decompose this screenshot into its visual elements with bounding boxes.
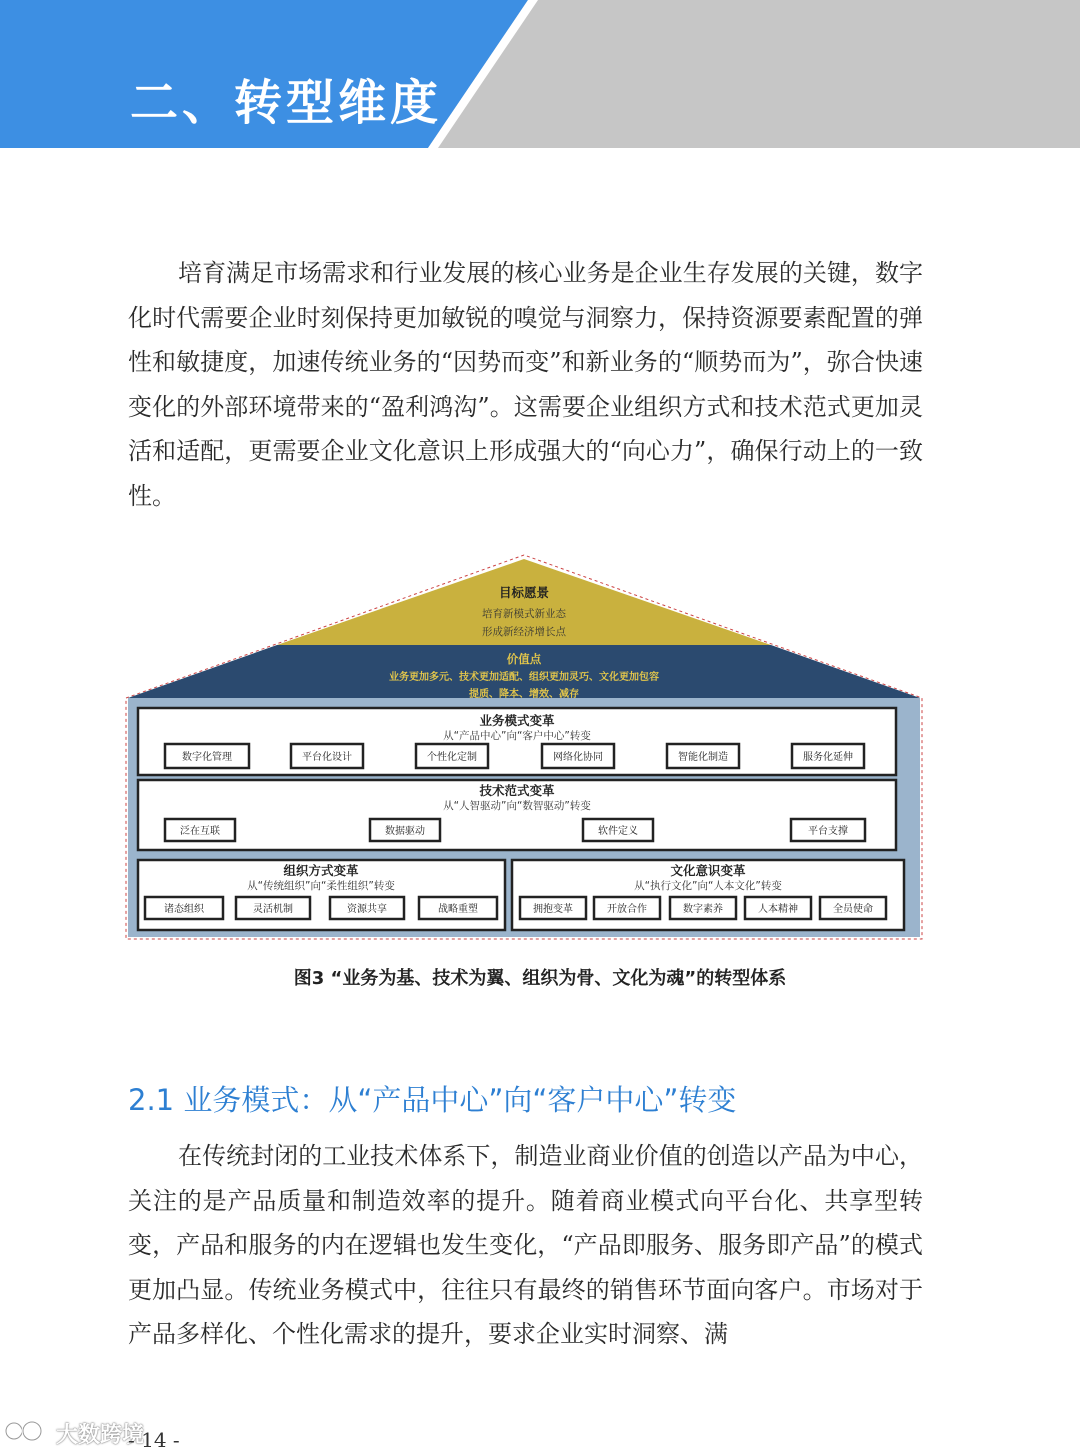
culture-item: 人本精神 <box>758 904 798 915</box>
value-line-1: 业务更加多元、技术更加适配、组织更加灵巧、文化更加包容 <box>389 672 659 683</box>
vision-line-1: 培育新模式新业态 <box>482 608 566 620</box>
vision-line-2: 形成新经济增长点 <box>482 626 566 638</box>
value-title: 价值点 <box>506 652 542 666</box>
tech-item: 平台支撑 <box>808 826 848 837</box>
value-line-2: 提质、降本、增效、减存 <box>469 689 579 700</box>
intro-paragraph-text: 培育满足市场需求和行业发展的核心业务是企业生存发展的关键，数字化时代需要企业时刻保持更加敏锐的嗅觉与洞察力，保持资源要素配置的弹性和敏捷度，加速传统业务的“因势而变”和新业务的“顺势而为”，弥合快速变化的外部环境带来的“盈利鸿沟”。这需要企业组织方式和技术范式更加灵活和适配，更需要企业文化意识上形成强大的“向心力”，确保行动上的一致性。 <box>128 259 923 510</box>
culture-item: 开放合作 <box>607 904 647 915</box>
business-item: 服务化延伸 <box>803 752 853 763</box>
business-item: 网络化协同 <box>553 752 603 763</box>
intro-paragraph <box>128 251 923 519</box>
org-item: 灵活机制 <box>253 904 293 915</box>
org-item: 诸态组织 <box>164 904 204 915</box>
culture-item: 拥抱变革 <box>533 904 573 915</box>
business-item: 平台化设计 <box>302 752 352 763</box>
org-title: 组织方式变革 <box>283 863 359 878</box>
culture-item: 数字素养 <box>683 904 723 915</box>
watermark-text: 大数跨境 <box>56 1423 145 1448</box>
tech-subtitle: 从“人智驱动”向“数智驱动”转变 <box>443 800 591 812</box>
org-item: 战略重塑 <box>438 904 478 915</box>
section-paragraph <box>128 1134 923 1357</box>
business-item: 个性化定制 <box>427 752 477 763</box>
section-heading: 2.1 业务模式：从“产品中心”向“客户中心”转变 <box>128 1083 737 1117</box>
org-subtitle: 从“传统组织”向“柔性组织”转变 <box>247 880 395 892</box>
tech-item: 数据驱动 <box>385 826 425 837</box>
section-paragraph-text: 在传统封闭的工业技术体系下，制造业商业价值的创造以产品为中心，关注的是产品质量和制造效率的提升。随着商业模式向平台化、共享型转变，产品和服务的内在逻辑也发生变化，“产品即服务、服务即产品”的模式更加凸显。传统业务模式中，往往只有最终的销售环节面向客户。市场对于产品多样化、个性化需求的提升，要求企业实时洞察、满 <box>128 1142 923 1349</box>
vision-title: 目标愿景 <box>498 585 550 600</box>
culture-title: 文化意识变革 <box>670 863 746 878</box>
culture-items <box>520 897 886 919</box>
tech-title: 技术范式变革 <box>479 783 555 798</box>
tech-item: 泛在互联 <box>180 826 220 837</box>
culture-item: 全员使命 <box>833 904 873 915</box>
org-item: 资源共享 <box>347 904 387 915</box>
page-number: - 14 - <box>128 1428 180 1452</box>
business-item: 数字化管理 <box>182 752 232 763</box>
business-title: 业务模式变革 <box>479 713 555 728</box>
culture-subtitle: 从“执行文化”向“人本文化”转变 <box>634 880 782 892</box>
business-item: 智能化制造 <box>678 752 728 763</box>
transformation-house-diagram <box>124 553 924 945</box>
business-subtitle: 从“产品中心”向“客户中心”转变 <box>443 730 591 742</box>
figure-caption: 图3 “业务为基、技术为翼、组织为骨、文化为魂”的转型体系 <box>293 968 787 989</box>
tech-item: 软件定义 <box>598 826 638 837</box>
chapter-title: 二、转型维度 <box>130 75 443 131</box>
